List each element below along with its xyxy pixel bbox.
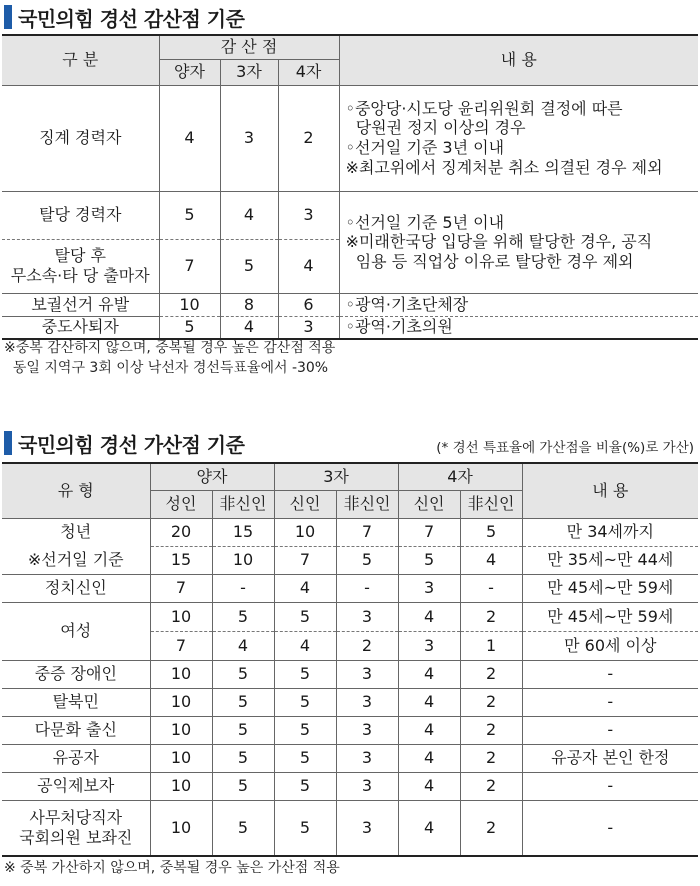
table-row: [2, 660, 698, 688]
content-cell: [339, 191, 698, 293]
content-cell: 만 45세~만 59세: [522, 602, 698, 631]
content-cell: -: [522, 660, 698, 688]
cell-value: 4: [398, 716, 460, 744]
content-cell: ◦광역·기초단체장: [339, 293, 698, 316]
cell-value: 4: [398, 660, 460, 688]
row-label-line: 사무처당직자: [29, 808, 123, 828]
content-line: ◦중앙당·시도당 윤리위원회 결정에 따른: [345, 98, 623, 118]
content-cell: [339, 85, 698, 191]
table-row: [2, 85, 698, 191]
col-header-four-way: 4자: [398, 463, 522, 490]
col-header-newcomer: 성인: [150, 490, 212, 518]
table-row: [2, 800, 698, 856]
cell-value: 5: [274, 688, 336, 716]
cell-value: 10: [150, 660, 212, 688]
cell-value: 4: [278, 239, 339, 293]
cell-value: 5: [274, 772, 336, 800]
cell-value: 5: [159, 316, 220, 339]
row-label: 공익제보자: [2, 772, 150, 800]
bonus-note: ※ 중복 가산하지 않으며, 중복될 경우 높은 가산점 적용: [4, 860, 340, 876]
title-marker-icon: [4, 431, 12, 455]
cell-value: 3: [398, 574, 460, 602]
bonus-table: [2, 462, 698, 857]
content-cell: -: [522, 716, 698, 744]
bonus-title: 국민의힘 경선 가산점 기준: [18, 432, 245, 457]
cell-value: -: [460, 574, 522, 602]
cell-value: 3: [336, 744, 398, 772]
content-cell: 유공자 본인 한정: [522, 744, 698, 772]
content-cell: -: [522, 772, 698, 800]
cell-value: 10: [150, 800, 212, 856]
table-row: [2, 518, 698, 546]
cell-value: 7: [398, 518, 460, 546]
cell-value: 5: [220, 239, 278, 293]
content-line: ◦선거일 기준 3년 이내: [345, 138, 505, 157]
row-label: 여성: [2, 602, 150, 660]
col-header-category: 구 분: [2, 35, 159, 85]
cell-value: 4: [398, 744, 460, 772]
row-label-line: 국회의원 보좌진: [19, 827, 133, 847]
content-cell: 만 35세~만 44세: [522, 546, 698, 574]
col-header-three-way: 3자: [220, 59, 278, 85]
cell-value: 2: [460, 660, 522, 688]
col-header-four-way: 4자: [278, 59, 339, 85]
cell-value: 10: [150, 602, 212, 631]
cell-value: 2: [460, 772, 522, 800]
cell-value: 5: [274, 744, 336, 772]
col-header-two-way: 양자: [159, 59, 220, 85]
cell-value: 2: [460, 744, 522, 772]
cell-value: 20: [150, 518, 212, 546]
table-row: [2, 293, 698, 316]
cell-value: 7: [336, 518, 398, 546]
table-row: [2, 772, 698, 800]
cell-value: 2: [460, 688, 522, 716]
cell-value: 5: [274, 716, 336, 744]
cell-value: 7: [150, 574, 212, 602]
cell-value: 4: [460, 546, 522, 574]
cell-value: 10: [150, 716, 212, 744]
row-label: 정치신인: [2, 574, 150, 602]
cell-value: 4: [274, 631, 336, 660]
cell-value: 4: [220, 191, 278, 239]
content-cell: 만 34세까지: [522, 518, 698, 546]
title-marker-icon: [4, 5, 12, 29]
content-line: 당원권 정지 이상의 경우: [345, 118, 526, 138]
cell-value: 4: [274, 574, 336, 602]
cell-value: 10: [159, 293, 220, 316]
table-row: [2, 316, 698, 339]
cell-value: 5: [274, 660, 336, 688]
cell-value: 5: [274, 800, 336, 856]
row-label: 청년: [2, 518, 150, 546]
cell-value: 7: [274, 546, 336, 574]
penalty-table: [2, 34, 698, 340]
content-cell: ◦광역·기초의원: [339, 316, 698, 339]
row-label-line: 무소속·타 당 출마자: [10, 266, 150, 285]
table-row: [2, 744, 698, 772]
cell-value: 7: [159, 239, 220, 293]
cell-value: 5: [398, 546, 460, 574]
row-label: 탈북민: [2, 688, 150, 716]
col-header-two-way: 양자: [150, 463, 274, 490]
cell-value: 5: [274, 602, 336, 631]
cell-value: 5: [212, 800, 274, 856]
col-header-content: 내 용: [522, 463, 698, 518]
content-line: ※최고위에서 징계처분 취소 의결된 경우 제외: [345, 157, 663, 177]
cell-value: 3: [336, 602, 398, 631]
cell-value: 5: [212, 602, 274, 631]
row-label: 유공자: [2, 744, 150, 772]
content-cell: 만 45세~만 59세: [522, 574, 698, 602]
cell-value: 4: [212, 631, 274, 660]
cell-value: 5: [460, 518, 522, 546]
cell-value: 4: [220, 316, 278, 339]
cell-value: 4: [398, 602, 460, 631]
cell-value: -: [336, 574, 398, 602]
cell-value: 2: [336, 631, 398, 660]
cell-value: 10: [212, 546, 274, 574]
cell-value: 3: [278, 191, 339, 239]
cell-value: 3: [336, 772, 398, 800]
cell-value: 4: [398, 772, 460, 800]
row-label: 탈당 경력자: [2, 191, 159, 239]
cell-value: 5: [159, 191, 220, 239]
col-header-non-newcomer: 非신인: [460, 490, 522, 518]
content-line: ◦선거일 기준 5년 이내: [345, 212, 505, 232]
cell-value: 3: [336, 800, 398, 856]
cell-value: 4: [159, 85, 220, 191]
bonus-subtitle: (* 경선 특표율에 가산점을 비율(%)로 가산): [436, 440, 694, 456]
row-label-line: 탈당 후: [54, 246, 106, 266]
cell-value: 5: [212, 688, 274, 716]
cell-value: 15: [150, 546, 212, 574]
cell-value: 10: [274, 518, 336, 546]
content-line: ※미래한국당 입당을 위해 탈당한 경우, 공직: [345, 232, 653, 252]
bonus-section-title: [4, 428, 244, 458]
table-row: [2, 602, 698, 631]
cell-value: 3: [336, 716, 398, 744]
row-label: 보궐선거 유발: [2, 293, 159, 316]
cell-value: 10: [150, 688, 212, 716]
cell-value: 2: [460, 716, 522, 744]
row-label: [2, 239, 159, 293]
row-label: 징계 경력자: [2, 85, 159, 191]
table-row: [2, 688, 698, 716]
cell-value: 8: [220, 293, 278, 316]
penalty-notes: [4, 338, 335, 379]
col-header-non-newcomer: 非신인: [336, 490, 398, 518]
row-label: 중도사퇴자: [2, 316, 159, 339]
cell-value: 2: [460, 602, 522, 631]
cell-value: -: [212, 574, 274, 602]
cell-value: 4: [398, 688, 460, 716]
cell-value: 3: [278, 316, 339, 339]
cell-value: 7: [150, 631, 212, 660]
col-header-three-way: 3자: [274, 463, 398, 490]
note-line: ※중복 감산하지 않으며, 중복될 경우 높은 감산점 적용: [4, 340, 336, 356]
cell-value: 3: [220, 85, 278, 191]
col-header-type: 유 형: [2, 463, 150, 518]
table-row: [2, 716, 698, 744]
table-row: [2, 546, 698, 574]
content-cell: 만 60세 이상: [522, 631, 698, 660]
cell-value: 5: [336, 546, 398, 574]
cell-value: 3: [336, 688, 398, 716]
col-header-non-newcomer: 非신인: [212, 490, 274, 518]
row-label: 다문화 출신: [2, 716, 150, 744]
cell-value: 3: [398, 631, 460, 660]
row-label: [2, 800, 150, 856]
col-header-content: 내 용: [339, 35, 698, 85]
table-row: [2, 191, 698, 239]
table-row: [2, 574, 698, 602]
note-line: 동일 지역구 3회 이상 낙선자 경선득표율에서 -30%: [4, 360, 329, 377]
cell-value: 5: [212, 716, 274, 744]
cell-value: 3: [336, 660, 398, 688]
cell-value: 4: [398, 800, 460, 856]
cell-value: 5: [212, 772, 274, 800]
col-header-points: 감 산 점: [159, 35, 339, 59]
col-header-newcomer: 신인: [398, 490, 460, 518]
content-line: 임용 등 직업상 이유로 탈당한 경우 제외: [345, 251, 634, 271]
penalty-title: 국민의힘 경선 감산점 기준: [18, 6, 245, 31]
cell-value: 2: [460, 800, 522, 856]
cell-value: 10: [150, 772, 212, 800]
penalty-section-title: [4, 2, 244, 32]
content-cell: -: [522, 800, 698, 856]
cell-value: 1: [460, 631, 522, 660]
cell-value: 6: [278, 293, 339, 316]
cell-value: 5: [212, 744, 274, 772]
row-label: ※선거일 기준: [2, 546, 150, 574]
col-header-newcomer: 신인: [274, 490, 336, 518]
content-cell: -: [522, 688, 698, 716]
cell-value: 5: [212, 660, 274, 688]
cell-value: 15: [212, 518, 274, 546]
cell-value: 2: [278, 85, 339, 191]
cell-value: 10: [150, 744, 212, 772]
row-label: 중증 장애인: [2, 660, 150, 688]
